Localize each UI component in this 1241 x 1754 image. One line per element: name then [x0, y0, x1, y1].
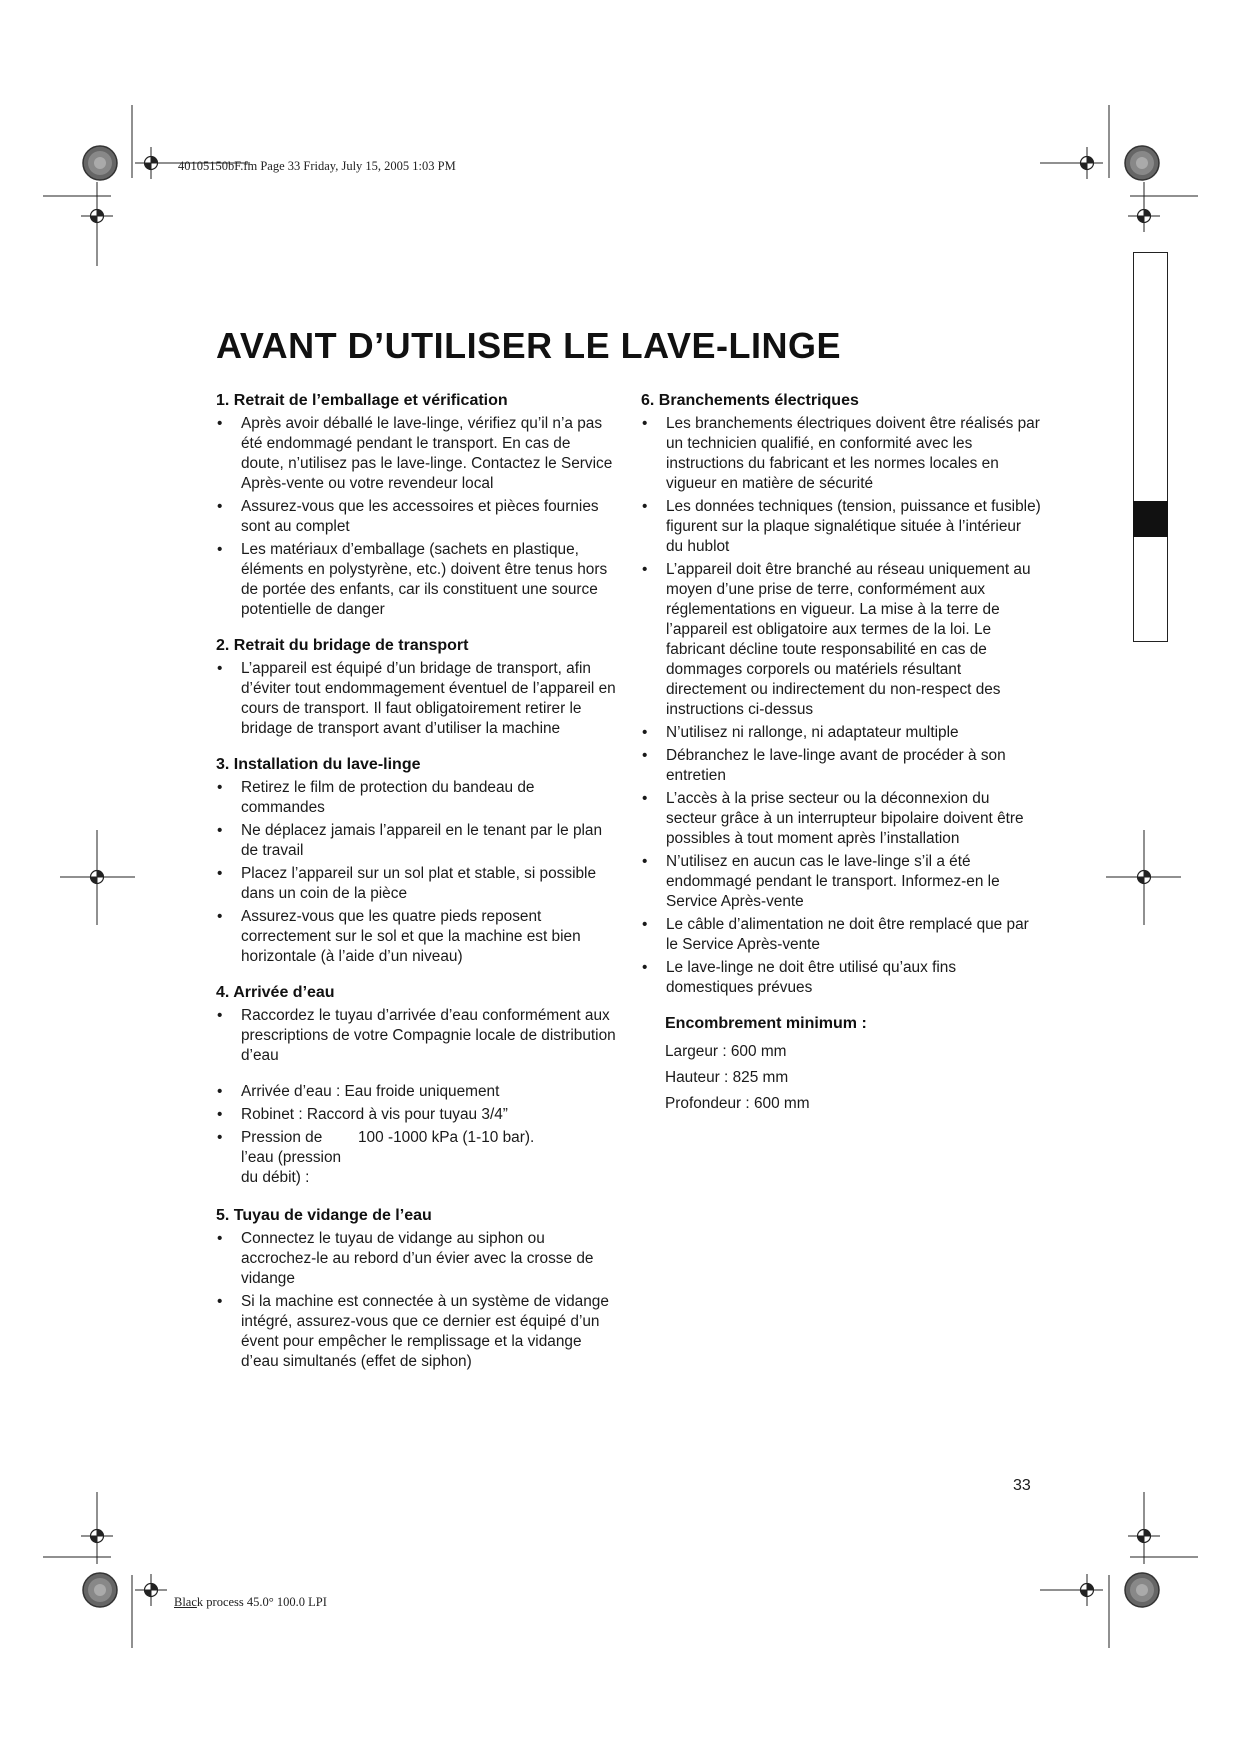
dimension-width: Largeur : 600 mm [665, 1043, 787, 1060]
pressure-label: • Pression de l’eau (pression du débit) : [241, 1129, 342, 1186]
section [216, 391, 616, 620]
left-column [216, 391, 616, 1388]
list-item: • Retirez le film de protection du bandeau de commandes [216, 778, 616, 818]
list-item: • Les branchements électriques doivent être réalisés par un technicien qualifié, en conformité avec les instructions du fabricant et les normes locales en vigueur en matière de sécurité [641, 414, 1041, 494]
starburst-mark-icon [1125, 1573, 1159, 1607]
starburst-mark-icon [83, 1573, 117, 1607]
section-title: 2. Retrait du bridage de transport [216, 637, 469, 654]
dimension-height: Hauteur : 825 mm [665, 1069, 789, 1086]
thumb-index-marker [1133, 501, 1168, 537]
list-item: • Après avoir déballé le lave-linge, vérifiez qu’il n’a pas été endommagé pendant le transport. En cas de doute, n’utilisez pas le lave-linge. Contactez le Service Après-vente ou votre revendeur local [216, 414, 616, 494]
list-item: • L’appareil est équipé d’un bridage de transport, afin d’éviter tout endommagement éventuel de l’appareil en cours de transport. Il faut obligatoirement retirer le bridage de transport avant d’utiliser la machine [216, 659, 616, 739]
thumb-index-tab [1133, 252, 1168, 642]
list-item: • Assurez-vous que les accessoires et pièces fournies sont au complet [216, 497, 616, 537]
list-item: • Si la machine est connectée à un système de vidange intégré, assurez-vous que ce dernier est équipé d’un évent pour empêcher le remplissage et la vidange d’eau simultanés (effet de siphon) [216, 1292, 616, 1372]
dimensions-block [665, 1014, 1041, 1114]
section-5 [216, 1206, 616, 1372]
section-title: 3. Installation du lave-linge [216, 756, 421, 773]
list-item [216, 1128, 616, 1188]
list-item: • Les matériaux d’emballage (sachets en plastique, éléments en polystyrène, etc.) doivent être tenus hors de portée des enfants, car ils constituent une source potentielle de danger [216, 540, 616, 620]
right-column [641, 391, 1041, 1120]
list-item: • Le lave-linge ne doit être utilisé qu’aux fins domestiques prévues [641, 958, 1041, 998]
section-title: 4. Arrivée d’eau [216, 984, 335, 1001]
list-item: • Raccordez le tuyau d’arrivée d’eau conformément aux prescriptions de votre Compagnie locale de distribution d’eau [216, 1006, 616, 1066]
list-item: • L’accès à la prise secteur ou la déconnexion du secteur grâce à un interrupteur bipolaire doivent être possibles à tout moment après l’installation [641, 789, 1041, 849]
list-item: • Robinet : Raccord à vis pour tuyau 3/4” [216, 1105, 616, 1125]
list-item: • Débranchez le lave-linge avant de procéder à son entretien [641, 746, 1041, 786]
registration-mark-icon [135, 1574, 167, 1606]
slug-footer: Black process 45.0° 100.0 LPI [174, 1595, 327, 1609]
section-title: 1. Retrait de l’emballage et vérification [216, 392, 508, 409]
section [216, 755, 616, 967]
list-item: • L’appareil doit être branché au réseau uniquement au moyen d’une prise de terre, conformément aux réglementations en vigueur. La mise à la terre de l’appareil est obligatoire aux termes de la loi. Le fabricant décline toute responsabilité en cas de dommages corporels ou matériels résultant directement ou indirectement du non-respect des instructions ci-dessus [641, 560, 1041, 720]
dimension-depth: Profondeur : 600 mm [665, 1095, 810, 1112]
list-item: • Placez l’appareil sur un sol plat et stable, si possible dans un coin de la pièce [216, 864, 616, 904]
list-item: • N’utilisez ni rallonge, ni adaptateur multiple [641, 723, 1041, 743]
section-title: 6. Branchements électriques [641, 392, 859, 409]
section-title: 5. Tuyau de vidange de l’eau [216, 1207, 432, 1224]
list-item: • Les données techniques (tension, puissance et fusible) figurent sur la plaque signalétique située à l’intérieur du hublot [641, 497, 1041, 557]
list-item: • Arrivée d’eau : Eau froide uniquement [216, 1082, 616, 1102]
page-title: AVANT D’UTILISER LE LAVE-LINGE [216, 325, 841, 366]
section-6 [641, 391, 1041, 998]
section [216, 983, 616, 1066]
dimensions-title: Encombrement minimum : [665, 1015, 867, 1032]
list-item: • N’utilisez en aucun cas le lave-linge s’il a été endommagé pendant le transport. Informez-en le Service Après-vente [641, 852, 1041, 912]
list-item: • Connectez le tuyau de vidange au siphon ou accrochez-le au rebord d’un évier avec la crosse de vidange [216, 1229, 616, 1289]
section [216, 636, 616, 739]
list-item: • Ne déplacez jamais l’appareil en le tenant par le plan de travail [216, 821, 616, 861]
page-number: 33 [1013, 1477, 1031, 1494]
list-item: • Le câble d’alimentation ne doit être remplacé que par le Service Après-vente [641, 915, 1041, 955]
pressure-value: 100 -1000 kPa (1-10 bar). [358, 1129, 535, 1146]
water-spec-list [216, 1082, 616, 1188]
slug-header: 40105150bF.fm Page 33 Friday, July 15, 2005 1:03 PM [178, 159, 456, 173]
list-item: • Assurez-vous que les quatre pieds reposent correctement sur le sol et que la machine est bien horizontale (à l’aide d’un niveau) [216, 907, 616, 967]
starburst-mark-icon [1125, 146, 1159, 180]
starburst-mark-icon [83, 146, 117, 180]
